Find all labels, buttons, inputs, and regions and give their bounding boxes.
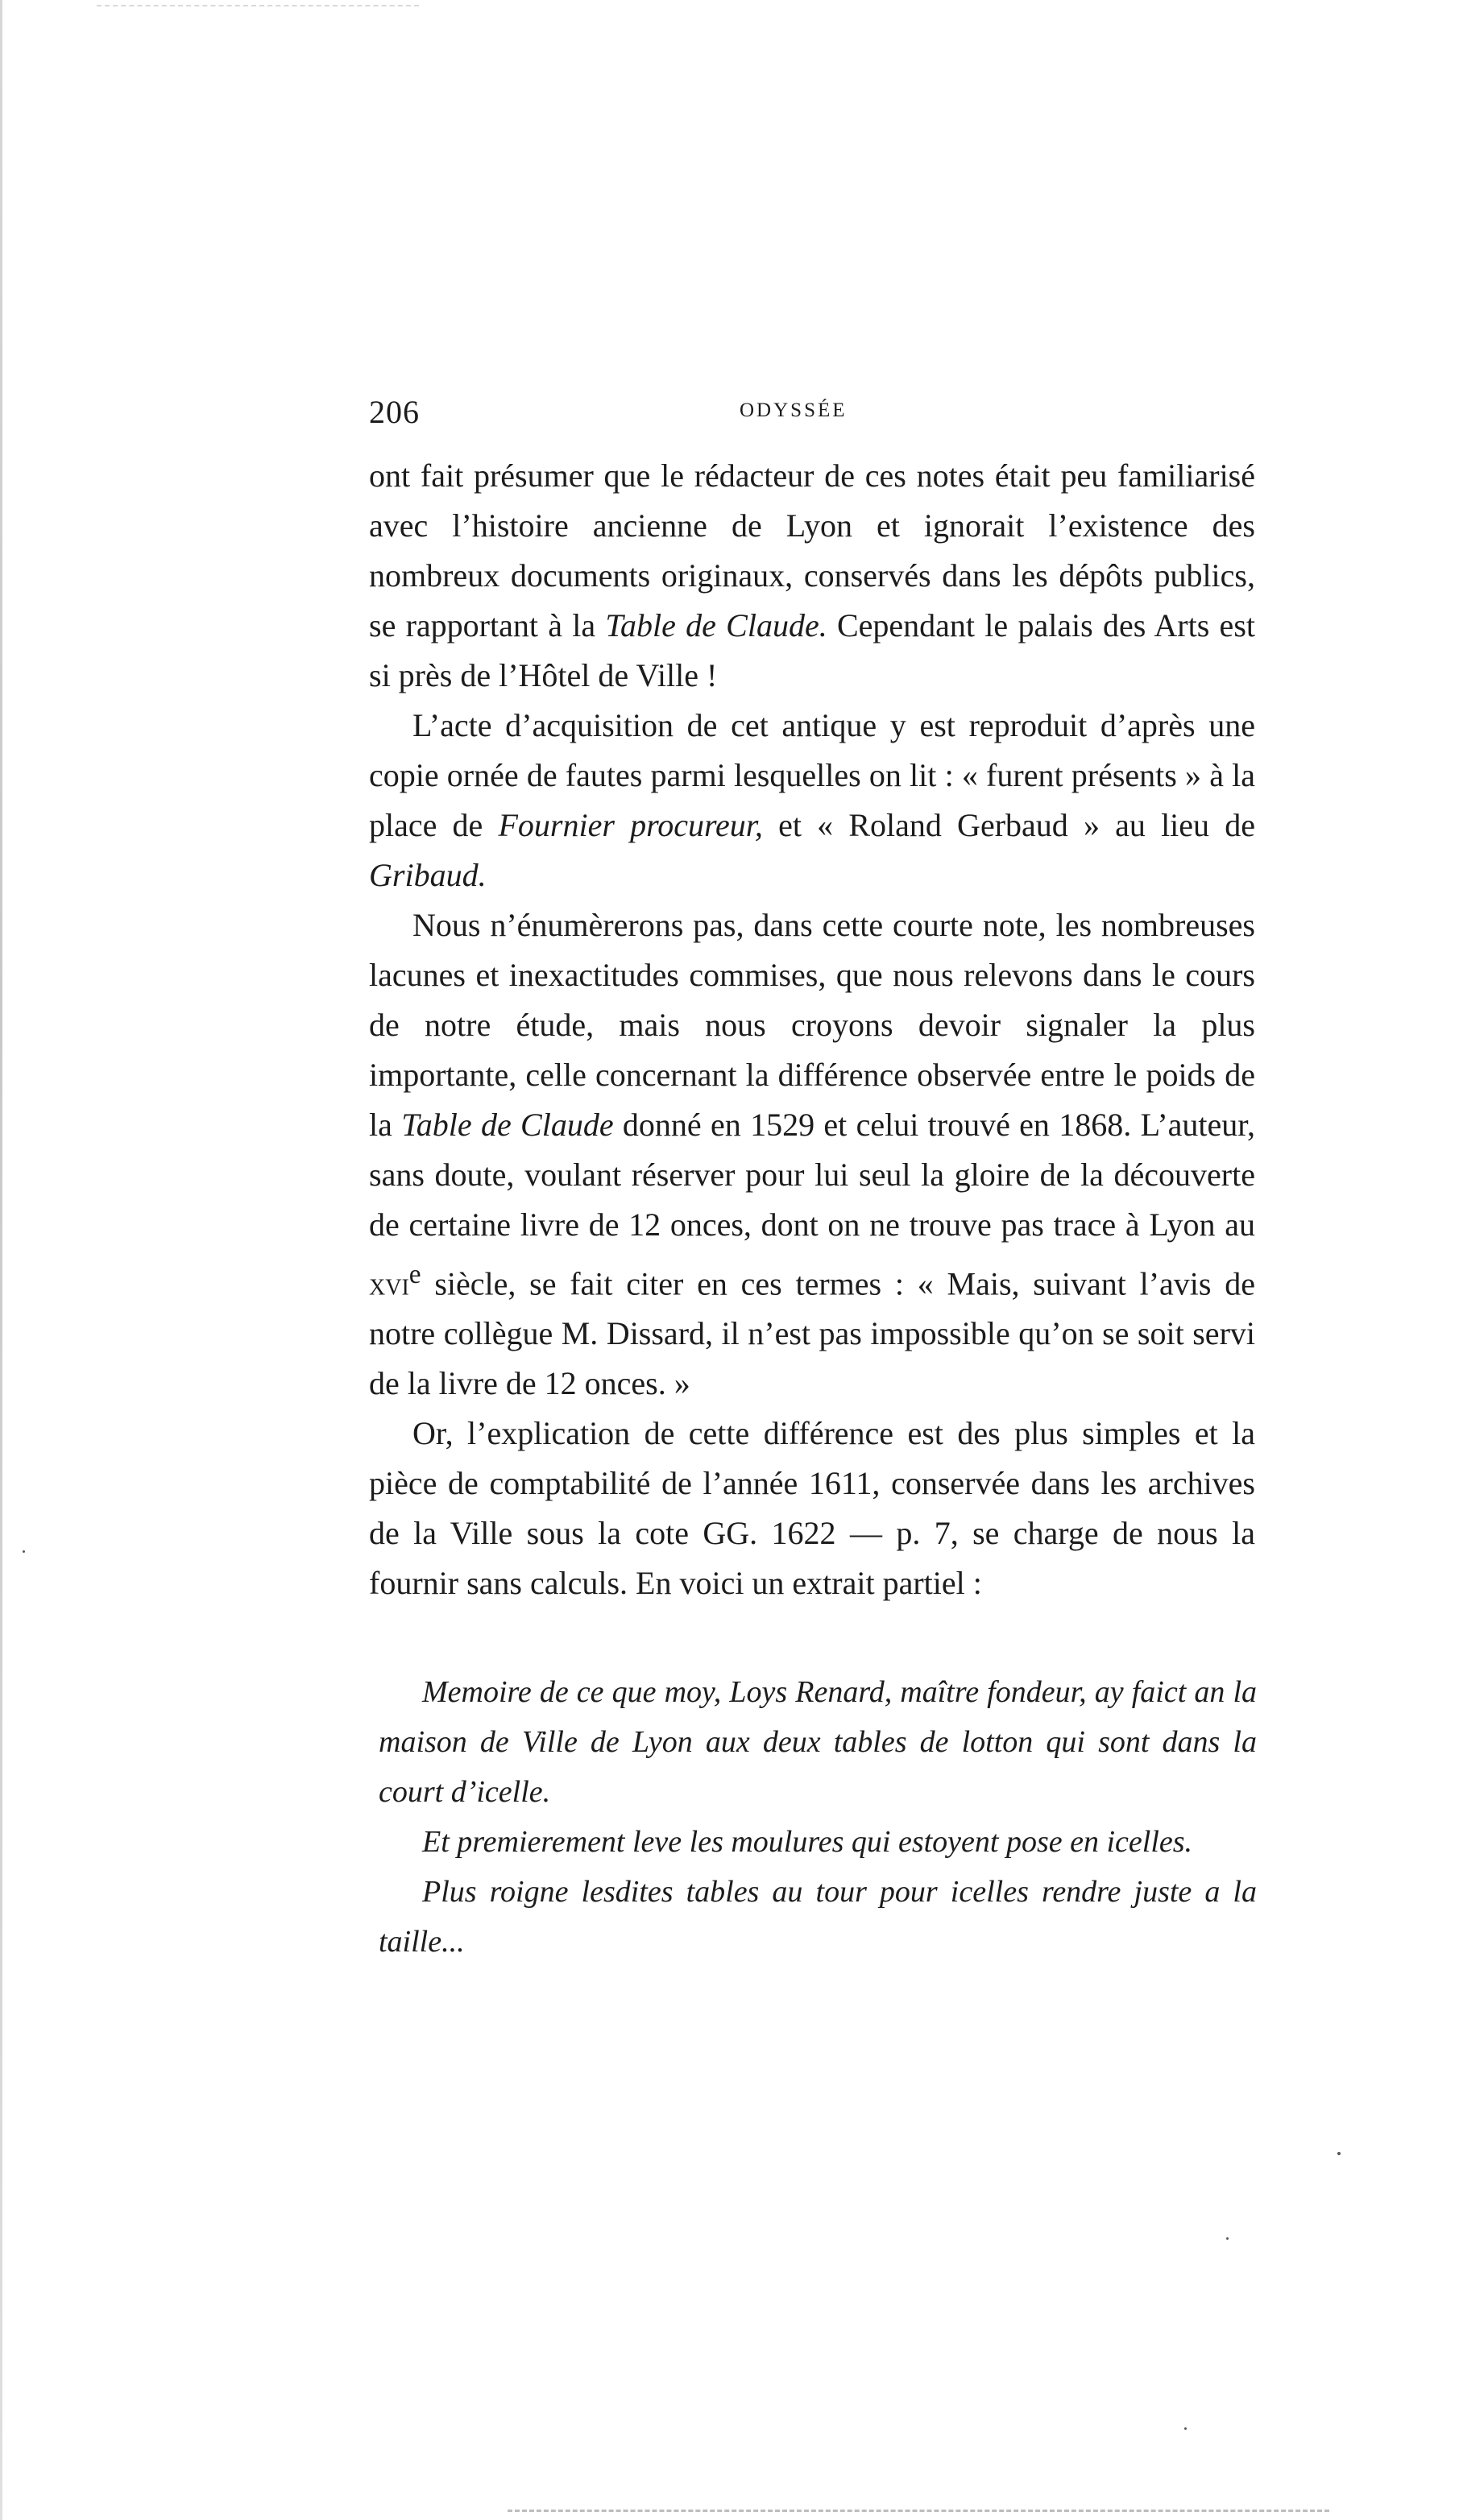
century-suffix: e: [408, 1260, 421, 1289]
archival-quote: [379, 1667, 1257, 1967]
scan-artifact-bottom: [508, 2510, 1329, 2514]
century-numeral: xvi: [369, 1265, 409, 1302]
scan-speck: [1184, 2427, 1187, 2430]
paragraph-2-text: L’acte d’acquisition de cet antique y est reproduit d’après une copie ornée de fautes parmi lesquelles on lit : « furent présents » à la place de: [369, 707, 1255, 843]
paragraph-1-text: ont fait présumer que le rédacteur de ces notes était peu familiarisé avec l’histoire ancienne de Lyon et ignorait l’existence des nombreux documents originaux, conservés dans les dépôts publics, se rapportant à la: [369, 457, 1255, 643]
scan-speck: [23, 1550, 25, 1553]
paragraph-2-italic-1: Fournier procureur,: [498, 807, 763, 843]
paragraph-4: Or, l’explication de cette différence est des plus simples et la pièce de comptabilité de l’année 1611, conservée dans les archives de la Ville sous la cote GG. 1622 — p. 7, se charge de nous la fournir sans calculs. En voici un extrait partiel :: [369, 1415, 1255, 1602]
paragraph-2-italic-2: Gribaud.: [369, 857, 487, 893]
scan-speck: [1226, 2237, 1229, 2240]
paragraph-1: [369, 451, 1255, 701]
paragraph-2: [369, 701, 1255, 900]
scan-artifact-top: [97, 5, 419, 8]
paragraph-1-italic: Table de Claude.: [605, 607, 827, 643]
paragraph-2-text-mid: et « Roland Gerbaud » au lieu de: [762, 807, 1255, 843]
running-head: [369, 393, 1255, 441]
scan-speck: [1337, 2152, 1341, 2155]
paragraph-3-text-mid: donné en 1529 et celui trouvé en 1868. L’auteur, sans doute, voulant réserver pour lui seul la gloire de la découverte de certaine livre de 12 onces, dont on ne trouve pas trace à Lyon au: [369, 1107, 1255, 1243]
paragraph-3-text-end: siècle, se fait citer en ces termes : « Mais, suivant l’avis de notre collègue M. Dissard, il n’est pas impossible qu’on se soit servi de la livre de 12 onces. »: [369, 1265, 1255, 1402]
paragraph-3-text: Nous n’énumèrerons pas, dans cette courte note, les nombreuses lacunes et inexactitudes commises, que nous relevons dans le cours de notre étude, mais nous croyons devoir signaler la plus importante, celle concernant la différence observée entre le poids de la: [369, 907, 1255, 1143]
body-text: [369, 451, 1255, 1608]
running-title: ODYSSÉE: [740, 399, 848, 421]
paragraph-3-italic: Table de Claude: [401, 1107, 614, 1143]
page-number: 206: [369, 394, 420, 430]
quote-line-1: Memoire de ce que moy, Loys Renard, maître fondeur, ay faict an la maison de Ville de Lyon aux deux tables de lotton qui sont dans la court d’icelle.: [379, 1675, 1257, 1809]
quote-line-2: Et premierement leve les moulures qui estoyent pose en icelles.: [422, 1825, 1193, 1859]
scan-page-edge: [0, 0, 2, 2520]
quote-line-3: Plus roigne lesdites tables au tour pour icelles rendre juste a la taille...: [379, 1875, 1257, 1959]
paragraph-3: [369, 900, 1255, 1409]
paragraph-1-text-end: Cependant le palais des Arts est si près de l’Hôtel de Ville !: [369, 607, 1255, 693]
